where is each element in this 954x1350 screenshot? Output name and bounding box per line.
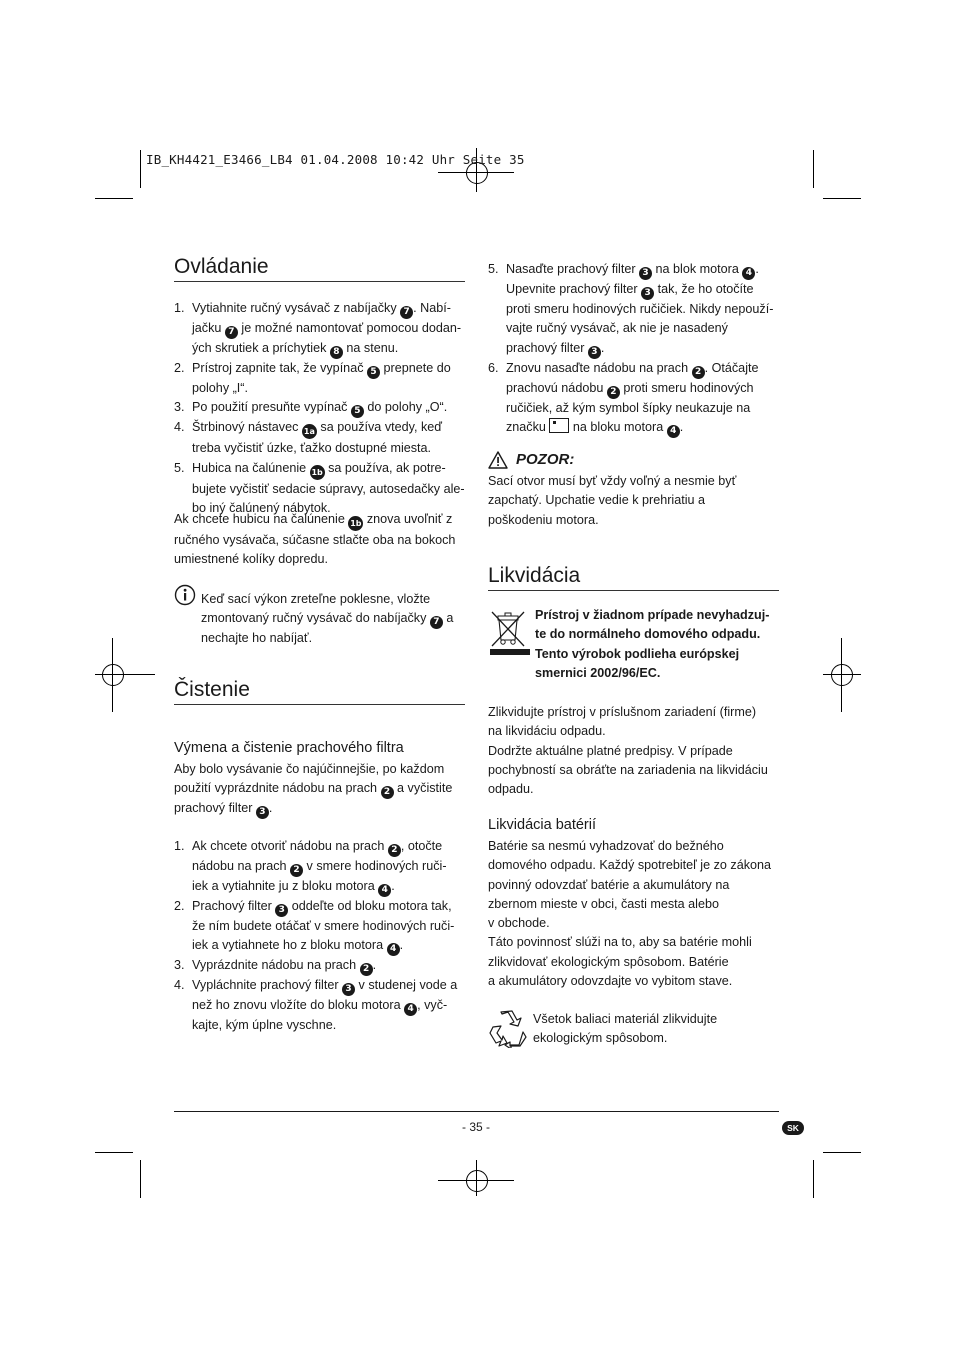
- reference-number-badge: 7: [225, 326, 238, 339]
- warning-title: POZOR:: [516, 451, 575, 468]
- reference-number-badge: 4: [404, 1003, 417, 1016]
- heading-rule: [174, 704, 465, 705]
- reference-number-badge: 2: [692, 366, 705, 379]
- info-icon: [174, 584, 196, 611]
- cistenie-list: [174, 837, 474, 1036]
- list-item: 4. Vypláchnite prachový filter 3 v studenej vode a než ho znovu vložíte do bloku motora 4 , vyč- kajte, kým úplne vyschne.: [174, 978, 458, 1033]
- reference-number-badge: 4: [387, 943, 400, 956]
- list-item: 5. Nasaďte prachový filter 3 na blok motora 4 . Upevnite prachový filter 3 tak, že ho otočíte proti smeru hodinových ručičiek. Nikdy nepouží- vajte ručný vysávač, ak nie je nasadený prachový filter 3 .: [488, 262, 774, 357]
- reference-number-badge: 2: [388, 844, 401, 857]
- footer-rule: [174, 1111, 779, 1112]
- reference-number-badge: 2: [360, 963, 373, 976]
- list-item: 4. Štrbinový nástavec 1a sa používa vtedy, keď treba vyčistiť úzke, ťažko dostupné miesta.: [174, 420, 443, 456]
- reference-number-badge: 3: [342, 983, 355, 996]
- list-item: 1. Ak chcete otvoriť nádobu na prach 2 , otočte nádobu na prach 2 v smere hodinových ruči- iek a vytiahnite ju z bloku motora 4 .: [174, 839, 447, 895]
- print-slug: IB_KH4421_E3466_LB4 01.04.2008 10:42 Uhr Seite 35: [146, 152, 525, 167]
- reference-number-badge: 7: [430, 616, 443, 629]
- warning-text: Sací otvor musí byť vždy voľný a nesmie byť zapchatý. Upchatie vedie k prehriatiu a poškodeniu motora.: [488, 474, 737, 527]
- list-item: 1. Vytiahnite ručný vysávač z nabíjačky 7 . Nabí- jačku 7 je možné namontovať pomocou dodan- ých skrutiek a príchytiek 8 na stenu.: [174, 301, 462, 357]
- recycle-icon: [488, 1010, 528, 1053]
- reference-number-badge: 3: [639, 267, 652, 280]
- reference-number-badge: 2: [381, 786, 394, 799]
- reference-number-badge: 2: [607, 386, 620, 399]
- reference-number-badge: 4: [742, 267, 755, 280]
- arrow-mark-symbol: [549, 418, 569, 433]
- reference-number-badge: 8: [330, 346, 343, 359]
- reference-number-badge: 4: [667, 425, 680, 438]
- reference-number-badge: 7: [400, 306, 413, 319]
- heading-likvidacia: Likvidácia: [488, 564, 581, 587]
- reference-number-badge: 2: [290, 864, 303, 877]
- likvidacia-paragraph: Zlikvidujte prístroj v príslušnom zariadení (firme) na likvidáciu odpadu. Dodržte aktuálne platné predpisy. V prípade pochybností sa obráťte na zariadenia na likvidáciu odpadu.: [488, 705, 768, 797]
- reference-number-badge: 5: [351, 405, 364, 418]
- reference-number-badge: 5: [367, 366, 380, 379]
- heading-rule: [488, 590, 779, 591]
- reference-number-badge: 1a: [302, 424, 317, 439]
- info-note: Keď sací výkon zreteľne poklesne, vložte zmontovaný ručný vysávač do nabíjačky 7 a nechajte ho nabíjať.: [201, 592, 454, 646]
- page-number: - 35 -: [462, 1120, 491, 1134]
- reference-number-badge: 3: [275, 904, 288, 917]
- list-item: 3. Vyprázdnite nádobu na prach 2 .: [174, 958, 377, 975]
- subheading-vymena: Výmena a čistenie prachového filtra: [174, 740, 404, 756]
- vymena-paragraph: Aby bolo vysávanie čo najúčinnejšie, po každom použití vyprázdnite nádobu na prach 2 a vyčistite prachový filter 3 .: [174, 762, 453, 818]
- reference-number-badge: 4: [378, 884, 391, 897]
- reference-number-badge: 3: [256, 806, 269, 819]
- warning-icon: [488, 451, 508, 474]
- reference-number-badge: 3: [588, 346, 601, 359]
- list-item: 6. Znovu nasaďte nádobu na prach 2 . Otáčajte prachovú nádobu 2 proti smeru hodinových ručičiek, až kým symbol šípky neukazuje na značku na bloku motora 4 .: [488, 360, 759, 436]
- ovladanie-paragraph: Ak chcete hubicu na čalúnenie 1b znova uvoľniť z ručného vysávača, súčasne stlačte oba na bokoch umiestnené kolíky dopredu.: [174, 512, 456, 567]
- list-item: 5. Hubica na čalúnenie 1b sa používa, ak potre- bujete vyčistiť sedacie súpravy, autosedačky ale- bo iný čalúnený nábytok.: [174, 460, 465, 515]
- list-item: 2. Prachový filter 3 oddeľte od bloku motora tak, že ním budete otáčať v smere hodinových ruči- iek a vytiahnete ho z bloku motora 4 .: [174, 899, 455, 955]
- list-item: 2. Prístroj zapnite tak, že vypínač 5 prepnete do polohy „I“.: [174, 361, 451, 395]
- language-badge: SK: [782, 1121, 804, 1135]
- reference-number-badge: 1b: [348, 516, 363, 531]
- list-item: 3. Po použití presuňte vypínač 5 do polohy „O“.: [174, 400, 448, 417]
- crossed-bin-icon: [488, 606, 532, 661]
- ovladanie-list: [174, 299, 474, 518]
- recycle-note: Všetok baliaci materiál zlikvidujte ekologickým spôsobom.: [533, 1012, 718, 1046]
- heading-rule: [174, 281, 465, 282]
- subheading-baterii: Likvidácia batérií: [488, 817, 596, 833]
- reference-number-badge: 3: [641, 287, 654, 300]
- continued-list: [488, 260, 788, 438]
- weee-notice: Prístroj v žiadnom prípade nevyhadzuj- te do normálneho domového odpadu. Tento výrobok podlieha európskej smernici 2002/96/EC.: [535, 608, 770, 680]
- heading-ovladanie: Ovládanie: [174, 255, 269, 278]
- baterii-paragraph: Batérie sa nesmú vyhadzovať do bežného domového odpadu. Každý spotrebiteľ je zo zákona povinný odovzdať batérie a akumulátory na zbernom mieste v obci, časti mesta alebo v obchode. Táto povinnosť slúži na to, aby sa batérie mohli zlikvidovať ekologickým spôsobom. Batérie a akumulátory odovzdajte vo vybitom stave.: [488, 839, 772, 989]
- heading-cistenie: Čistenie: [174, 678, 250, 701]
- reference-number-badge: 1b: [310, 465, 325, 480]
